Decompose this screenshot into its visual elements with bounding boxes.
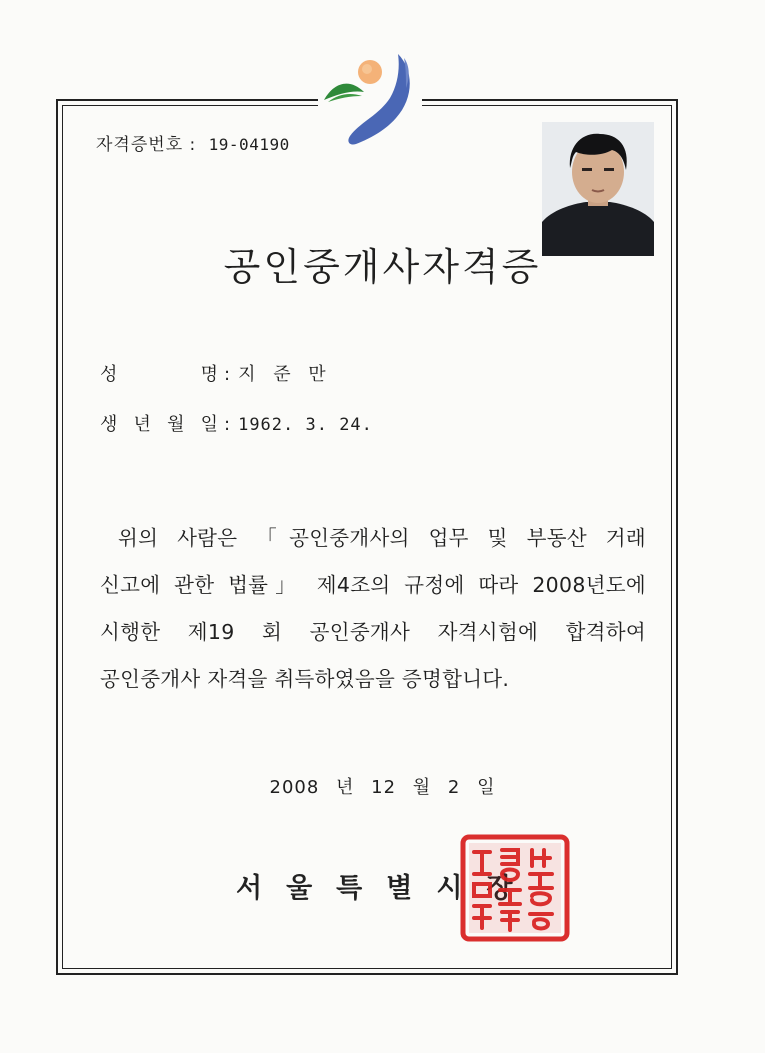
statement-line: 신고에 관한 법률」 제4조의 규정에 따라 2008년도에 xyxy=(100,573,646,597)
birth-date-colon: : xyxy=(224,414,231,435)
statement-line: 위의 사람은 「공인중개사의 업무 및 부동산 거래 xyxy=(118,526,646,550)
certificate-title: 공인중개사자격증 xyxy=(223,245,542,289)
name-label: 성 명 xyxy=(100,364,218,385)
issuer-name: 서울특별시장 xyxy=(236,873,537,904)
name-value: 지 준 만 xyxy=(238,364,332,385)
seoul-emblem-icon xyxy=(320,48,420,152)
certificate-number-value: 19-04190 xyxy=(208,135,290,154)
certificate-number xyxy=(96,130,290,155)
name-field xyxy=(100,360,332,386)
official-seal-icon xyxy=(460,834,570,942)
birth-date-value: 1962. 3. 24. xyxy=(238,415,373,435)
statement-line: 시행한 제19 회 공인중개사 자격시험에 합격하여 xyxy=(100,620,646,644)
statement-line: 공인중개사 자격을 취득하였음을 증명합니다. xyxy=(100,667,510,691)
certificate-number-label: 자격증번호 : xyxy=(96,135,197,155)
birth-date-label: 생 년 월 일 xyxy=(100,414,218,435)
birth-date-field xyxy=(100,410,373,436)
certificate-statement xyxy=(100,515,646,703)
name-colon: : xyxy=(224,364,231,385)
issue-date: 2008 년 12 월 2 일 xyxy=(269,777,496,798)
